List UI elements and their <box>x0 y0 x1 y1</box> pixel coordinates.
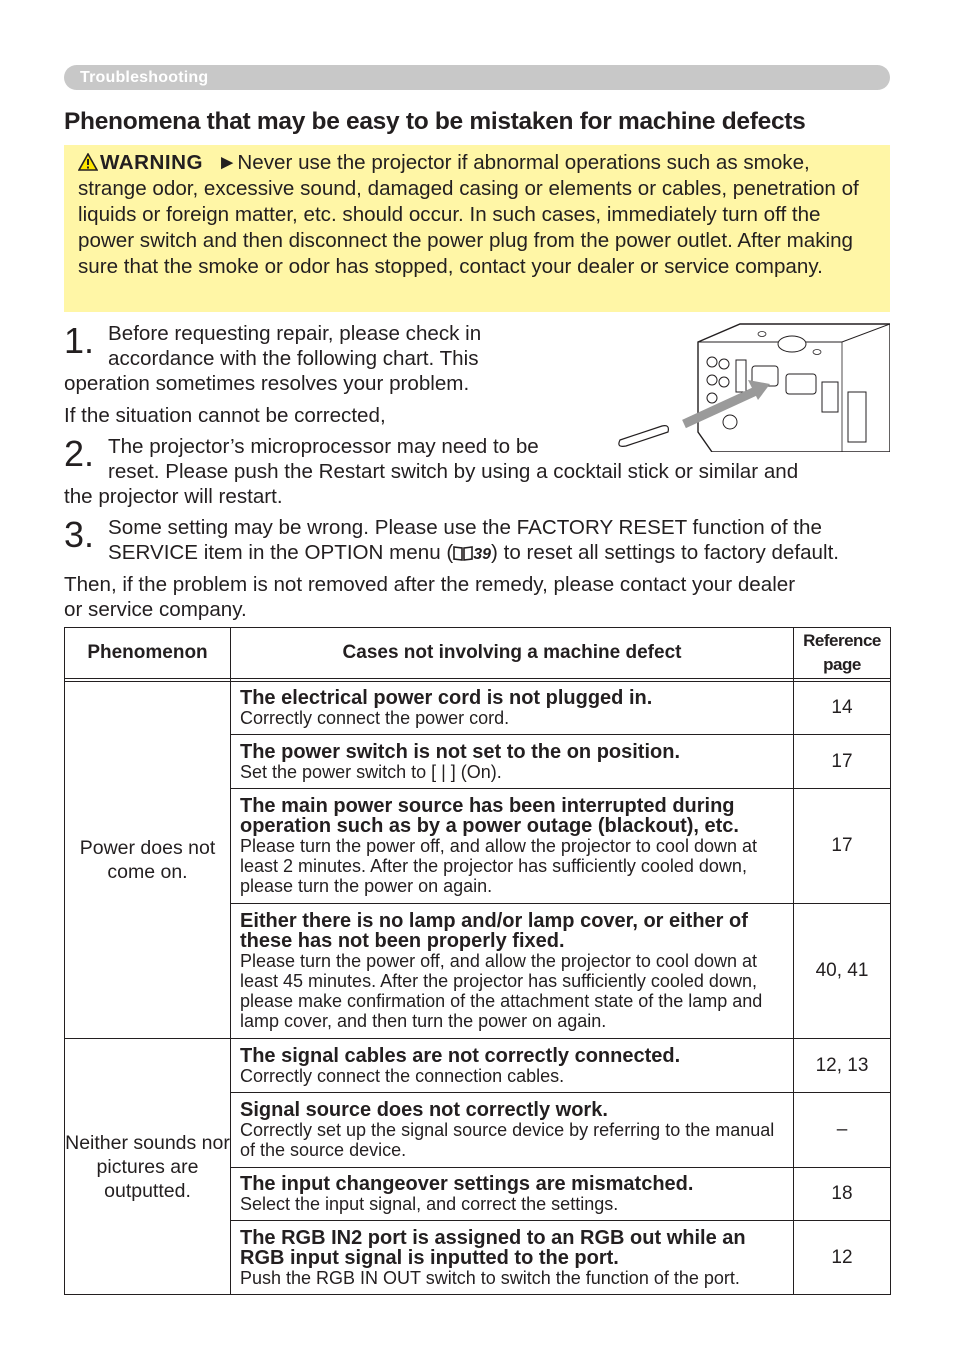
warning-box <box>64 145 890 312</box>
step-1-number: 1. <box>64 320 95 361</box>
reference-page-cell: 18 <box>794 1168 891 1221</box>
reference-page-cell: 14 <box>794 682 891 735</box>
step-3-page-ref[interactable]: 39 <box>473 546 492 563</box>
step-1-text: Before requesting repair, please check in accordance with the following chart. This operation sometimes resolves your problem. <box>64 322 482 395</box>
phenomenon-cell: Neither sounds nor pictures are outputted. <box>65 1039 231 1295</box>
case-cell: Signal source does not correctly work. Correctly set up the signal source device by referring to the manual of the source device. <box>231 1093 794 1168</box>
warning-label: WARNING <box>100 151 204 174</box>
reference-page-cell: – <box>794 1093 891 1168</box>
header-reference-page: Reference page <box>794 628 891 679</box>
warning-triangle-icon <box>78 153 98 171</box>
case-cell: The RGB IN2 port is assigned to an RGB out while an RGB input signal is inputted to the port. Push the RGB IN OUT switch to switch the function of the port. <box>231 1221 794 1295</box>
header-cases: Cases not involving a machine defect <box>231 628 794 679</box>
step-transition-text: If the situation cannot be corrected, <box>64 404 386 427</box>
step-3-number: 3. <box>64 514 95 555</box>
section-label: Troubleshooting <box>80 69 209 86</box>
reference-page-cell: 12, 13 <box>794 1039 891 1093</box>
header-phenomenon: Phenomenon <box>65 628 231 679</box>
table-header-row <box>65 628 891 679</box>
section-header-bar <box>64 65 890 90</box>
table-row <box>65 682 891 735</box>
troubleshooting-table <box>64 627 891 1295</box>
projector-rear-panel-illustration <box>612 322 890 452</box>
book-reference-icon <box>453 545 473 561</box>
case-cell: The electrical power cord is not plugged in. Correctly connect the power cord. <box>231 682 794 735</box>
closing-text: Then, if the problem is not removed after the remedy, please contact your dealer or service company. <box>64 573 796 621</box>
case-cell: The power switch is not set to the on position. Set the power switch to [ | ] (On). <box>231 735 794 789</box>
reference-page-cell: 17 <box>794 735 891 789</box>
step-3-text: Some setting may be wrong. Please use the FACTORY RESET function of the SERVICE item in the OPTION menu ( 39) to reset all settings to factory default. <box>108 516 840 564</box>
page-heading: Phenomena that may be easy to be mistaken for machine defects <box>64 108 806 135</box>
table-row <box>65 1039 891 1093</box>
warning-text: Never use the projector if abnormal operations such as smoke, strange odor, excessive sound, damaged casing or elements or cables, penetration of liquids or foreign matter, etc. should occur. In such cases, immediately turn off the power switch and then disconnect the power plug from the power outlet. After making sure that the smoke or odor has stopped, contact your dealer or service company. <box>78 151 859 278</box>
case-cell: The input changeover settings are mismatched. Select the input signal, and correct the settings. <box>231 1168 794 1221</box>
reference-page-cell: 17 <box>794 789 891 904</box>
phenomenon-cell: Power does not come on. <box>65 682 231 1039</box>
reference-page-cell: 12 <box>794 1221 891 1295</box>
reference-page-cell: 40, 41 <box>794 904 891 1039</box>
case-cell: The main power source has been interrupted during operation such as by a power outage (blackout), etc. Please turn the power off, and allow the projector to cool down at least 2 minutes. After the projector has sufficiently cooled down, please turn the power on again. <box>231 789 794 904</box>
step-2-number: 2. <box>64 433 95 474</box>
case-cell: Either there is no lamp and/or lamp cover, or either of these has not been properly fixed. Please turn the power off, and allow the projector to cool down at least 45 minutes. After the projector has sufficiently cooled down, please make confirmation of the attachment state of the lamp and lamp cover, and then turn the power on again. <box>231 904 794 1039</box>
step-2-text: The projector’s microprocessor may need to be reset. Please push the Restart switch by using a cocktail stick or similar and the projector will restart. <box>64 435 799 508</box>
case-cell: The signal cables are not correctly connected. Correctly connect the connection cables. <box>231 1039 794 1093</box>
warning-arrow: ► <box>217 151 238 174</box>
